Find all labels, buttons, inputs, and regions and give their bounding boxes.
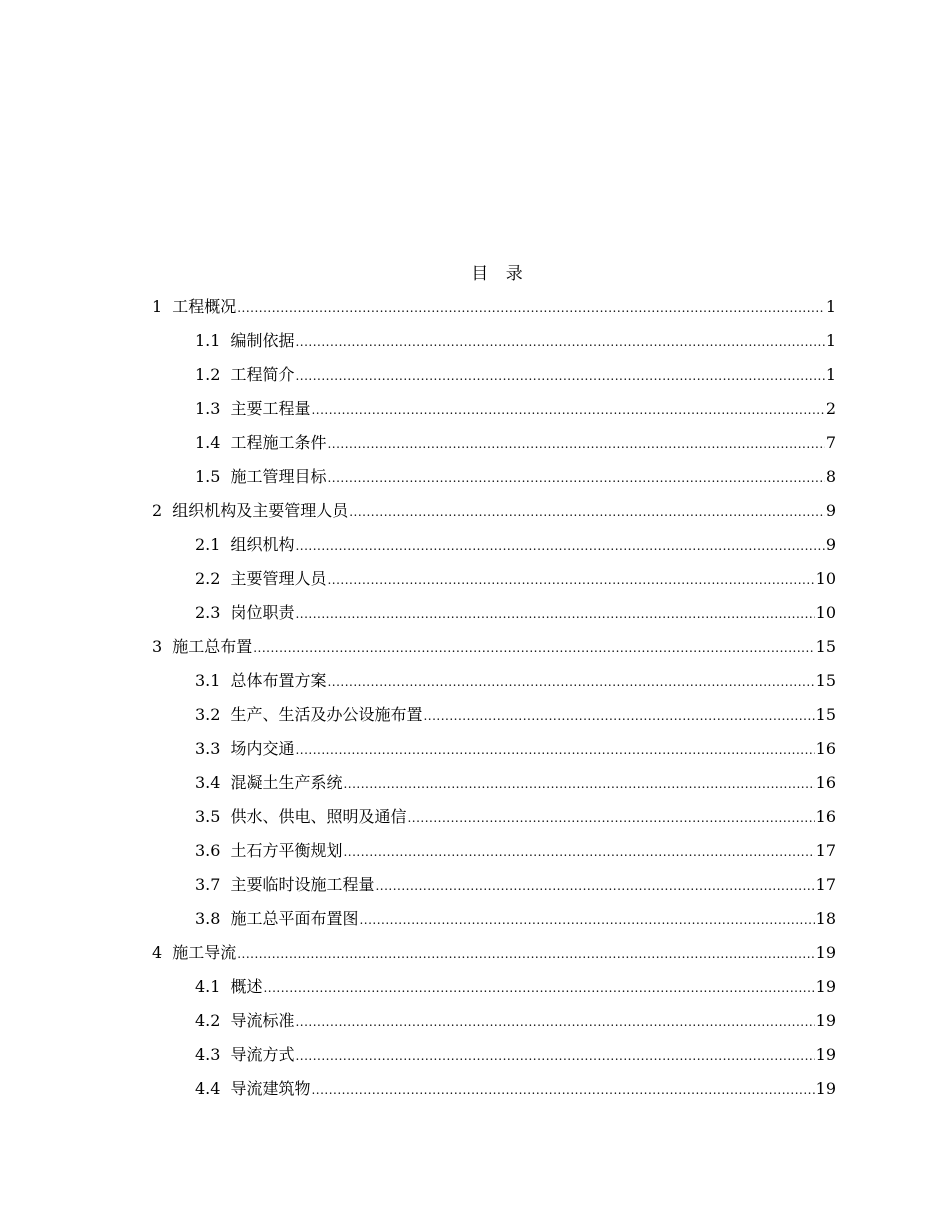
toc-entry[interactable] — [152, 973, 836, 1007]
toc-entry-number: 3.3 — [195, 739, 221, 758]
toc-entry-page-number: 18 — [815, 909, 836, 928]
toc-entry[interactable] — [152, 327, 836, 361]
toc-dot-leader — [423, 702, 814, 730]
toc-dot-leader — [327, 668, 814, 696]
toc-entry-title: 导流标准 — [230, 1011, 295, 1030]
toc-dot-leader — [343, 770, 814, 798]
toc-dot-leader — [253, 634, 814, 662]
toc-entry-title: 施工总平面布置图 — [230, 909, 359, 928]
toc-entry[interactable] — [152, 1041, 836, 1075]
toc-entry[interactable] — [152, 565, 836, 599]
toc-dot-leader — [295, 362, 824, 390]
toc-entry-number: 1 — [152, 297, 163, 316]
toc-entry-title: 岗位职责 — [230, 603, 295, 622]
toc-dot-leader — [375, 872, 814, 900]
toc-entry-title: 导流建筑物 — [230, 1079, 311, 1098]
toc-entry-number: 2.1 — [195, 535, 221, 554]
toc-entry-title: 组织机构 — [230, 535, 295, 554]
toc-entry-title: 工程施工条件 — [230, 433, 327, 452]
toc-entry[interactable] — [152, 701, 836, 735]
toc-entry-page-number: 15 — [815, 637, 836, 656]
toc-entry-page-number: 7 — [825, 433, 836, 452]
toc-entry-title: 工程概况 — [172, 297, 237, 316]
toc-entry-number: 4 — [152, 943, 163, 962]
toc-entry-number: 2 — [152, 501, 163, 520]
toc-entry-title: 总体布置方案 — [230, 671, 327, 690]
table-of-contents — [152, 293, 836, 1109]
toc-entry-title: 工程简介 — [230, 365, 295, 384]
toc-entry[interactable] — [152, 599, 836, 633]
toc-entry-number: 4.2 — [195, 1011, 221, 1030]
toc-entry-title: 施工管理目标 — [230, 467, 327, 486]
toc-entry-page-number: 16 — [815, 773, 836, 792]
toc-entry-title: 主要工程量 — [230, 399, 311, 418]
toc-entry-page-number: 2 — [825, 399, 836, 418]
toc-dot-leader — [295, 328, 824, 356]
toc-entry[interactable] — [152, 1007, 836, 1041]
toc-dot-leader — [263, 974, 814, 1002]
toc-entry-title: 主要管理人员 — [230, 569, 327, 588]
toc-dot-leader — [407, 804, 814, 832]
toc-entry-page-number: 1 — [825, 331, 836, 350]
toc-entry-number: 1.5 — [195, 467, 221, 486]
toc-entry-number: 2.3 — [195, 603, 221, 622]
toc-entry[interactable] — [152, 871, 836, 905]
toc-dot-leader — [295, 600, 814, 628]
toc-dot-leader — [237, 294, 825, 322]
toc-dot-leader — [349, 498, 825, 526]
toc-dot-leader — [327, 566, 814, 594]
toc-entry-title: 生产、生活及办公设施布置 — [230, 705, 423, 724]
toc-entry-number: 4.4 — [195, 1079, 221, 1098]
toc-dot-leader — [295, 1008, 814, 1036]
toc-entry-number: 3.5 — [195, 807, 221, 826]
toc-entry-page-number: 1 — [825, 365, 836, 384]
toc-entry-page-number: 15 — [815, 705, 836, 724]
toc-dot-leader — [359, 906, 814, 934]
toc-entry-page-number: 10 — [815, 603, 836, 622]
toc-entry-page-number: 1 — [825, 297, 836, 316]
toc-entry[interactable] — [152, 837, 836, 871]
toc-entry-page-number: 17 — [815, 875, 836, 894]
toc-entry-title: 施工导流 — [172, 943, 237, 962]
toc-dot-leader — [295, 736, 814, 764]
toc-entry-page-number: 10 — [815, 569, 836, 588]
toc-entry-number: 1.2 — [195, 365, 221, 384]
toc-entry-number: 3.4 — [195, 773, 221, 792]
toc-entry[interactable] — [152, 395, 836, 429]
toc-entry-number: 3 — [152, 637, 163, 656]
toc-entry[interactable] — [152, 939, 836, 973]
toc-entry-number: 1.1 — [195, 331, 221, 350]
toc-entry-title: 土石方平衡规划 — [230, 841, 343, 860]
toc-entry-page-number: 8 — [825, 467, 836, 486]
toc-entry-number: 3.8 — [195, 909, 221, 928]
toc-entry-title: 场内交通 — [230, 739, 295, 758]
toc-entry-page-number: 19 — [815, 1045, 836, 1064]
toc-dot-leader — [311, 1076, 814, 1104]
toc-entry-page-number: 19 — [815, 1011, 836, 1030]
toc-entry-number: 3.2 — [195, 705, 221, 724]
toc-dot-leader — [327, 430, 824, 458]
toc-dot-leader — [237, 940, 814, 968]
toc-dot-leader — [295, 532, 824, 560]
toc-entry[interactable] — [152, 1075, 836, 1109]
toc-entry-number: 3.1 — [195, 671, 221, 690]
toc-entry-page-number: 19 — [815, 1079, 836, 1098]
toc-entry[interactable] — [152, 803, 836, 837]
toc-entry-number: 4.3 — [195, 1045, 221, 1064]
toc-entry-number: 1.4 — [195, 433, 221, 452]
toc-entry-page-number: 16 — [815, 807, 836, 826]
toc-entry-number: 2.2 — [195, 569, 221, 588]
toc-entry-number: 1.3 — [195, 399, 221, 418]
toc-dot-leader — [295, 1042, 814, 1070]
toc-entry-title: 施工总布置 — [172, 637, 253, 656]
toc-entry[interactable] — [152, 531, 836, 565]
toc-entry-number: 3.7 — [195, 875, 221, 894]
toc-entry-page-number: 9 — [825, 501, 836, 520]
toc-entry[interactable] — [152, 769, 836, 803]
toc-entry-title: 导流方式 — [230, 1045, 295, 1064]
toc-entry-number: 3.6 — [195, 841, 221, 860]
toc-entry-title: 概述 — [230, 977, 263, 996]
toc-entry[interactable] — [152, 463, 836, 497]
toc-dot-leader — [343, 838, 814, 866]
toc-entry-page-number: 19 — [815, 977, 836, 996]
toc-entry-page-number: 19 — [815, 943, 836, 962]
toc-entry[interactable] — [152, 633, 836, 667]
toc-title: 目 录 — [471, 264, 529, 284]
toc-entry[interactable] — [152, 735, 836, 769]
toc-entry[interactable] — [152, 905, 836, 939]
toc-entry[interactable] — [152, 667, 836, 701]
toc-entry-title: 编制依据 — [230, 331, 295, 350]
toc-entry[interactable] — [152, 497, 836, 531]
toc-entry[interactable] — [152, 429, 836, 463]
toc-entry-page-number: 15 — [815, 671, 836, 690]
toc-entry-title: 混凝土生产系统 — [230, 773, 343, 792]
toc-entry-title: 供水、供电、照明及通信 — [230, 807, 407, 826]
toc-dot-leader — [311, 396, 824, 424]
toc-entry-title: 组织机构及主要管理人员 — [172, 501, 349, 520]
toc-entry[interactable] — [152, 293, 836, 327]
toc-entry[interactable] — [152, 361, 836, 395]
toc-entry-page-number: 9 — [825, 535, 836, 554]
toc-dot-leader — [327, 464, 824, 492]
toc-entry-title: 主要临时设施工程量 — [230, 875, 375, 894]
toc-entry-page-number: 17 — [815, 841, 836, 860]
toc-entry-number: 4.1 — [195, 977, 221, 996]
toc-entry-page-number: 16 — [815, 739, 836, 758]
